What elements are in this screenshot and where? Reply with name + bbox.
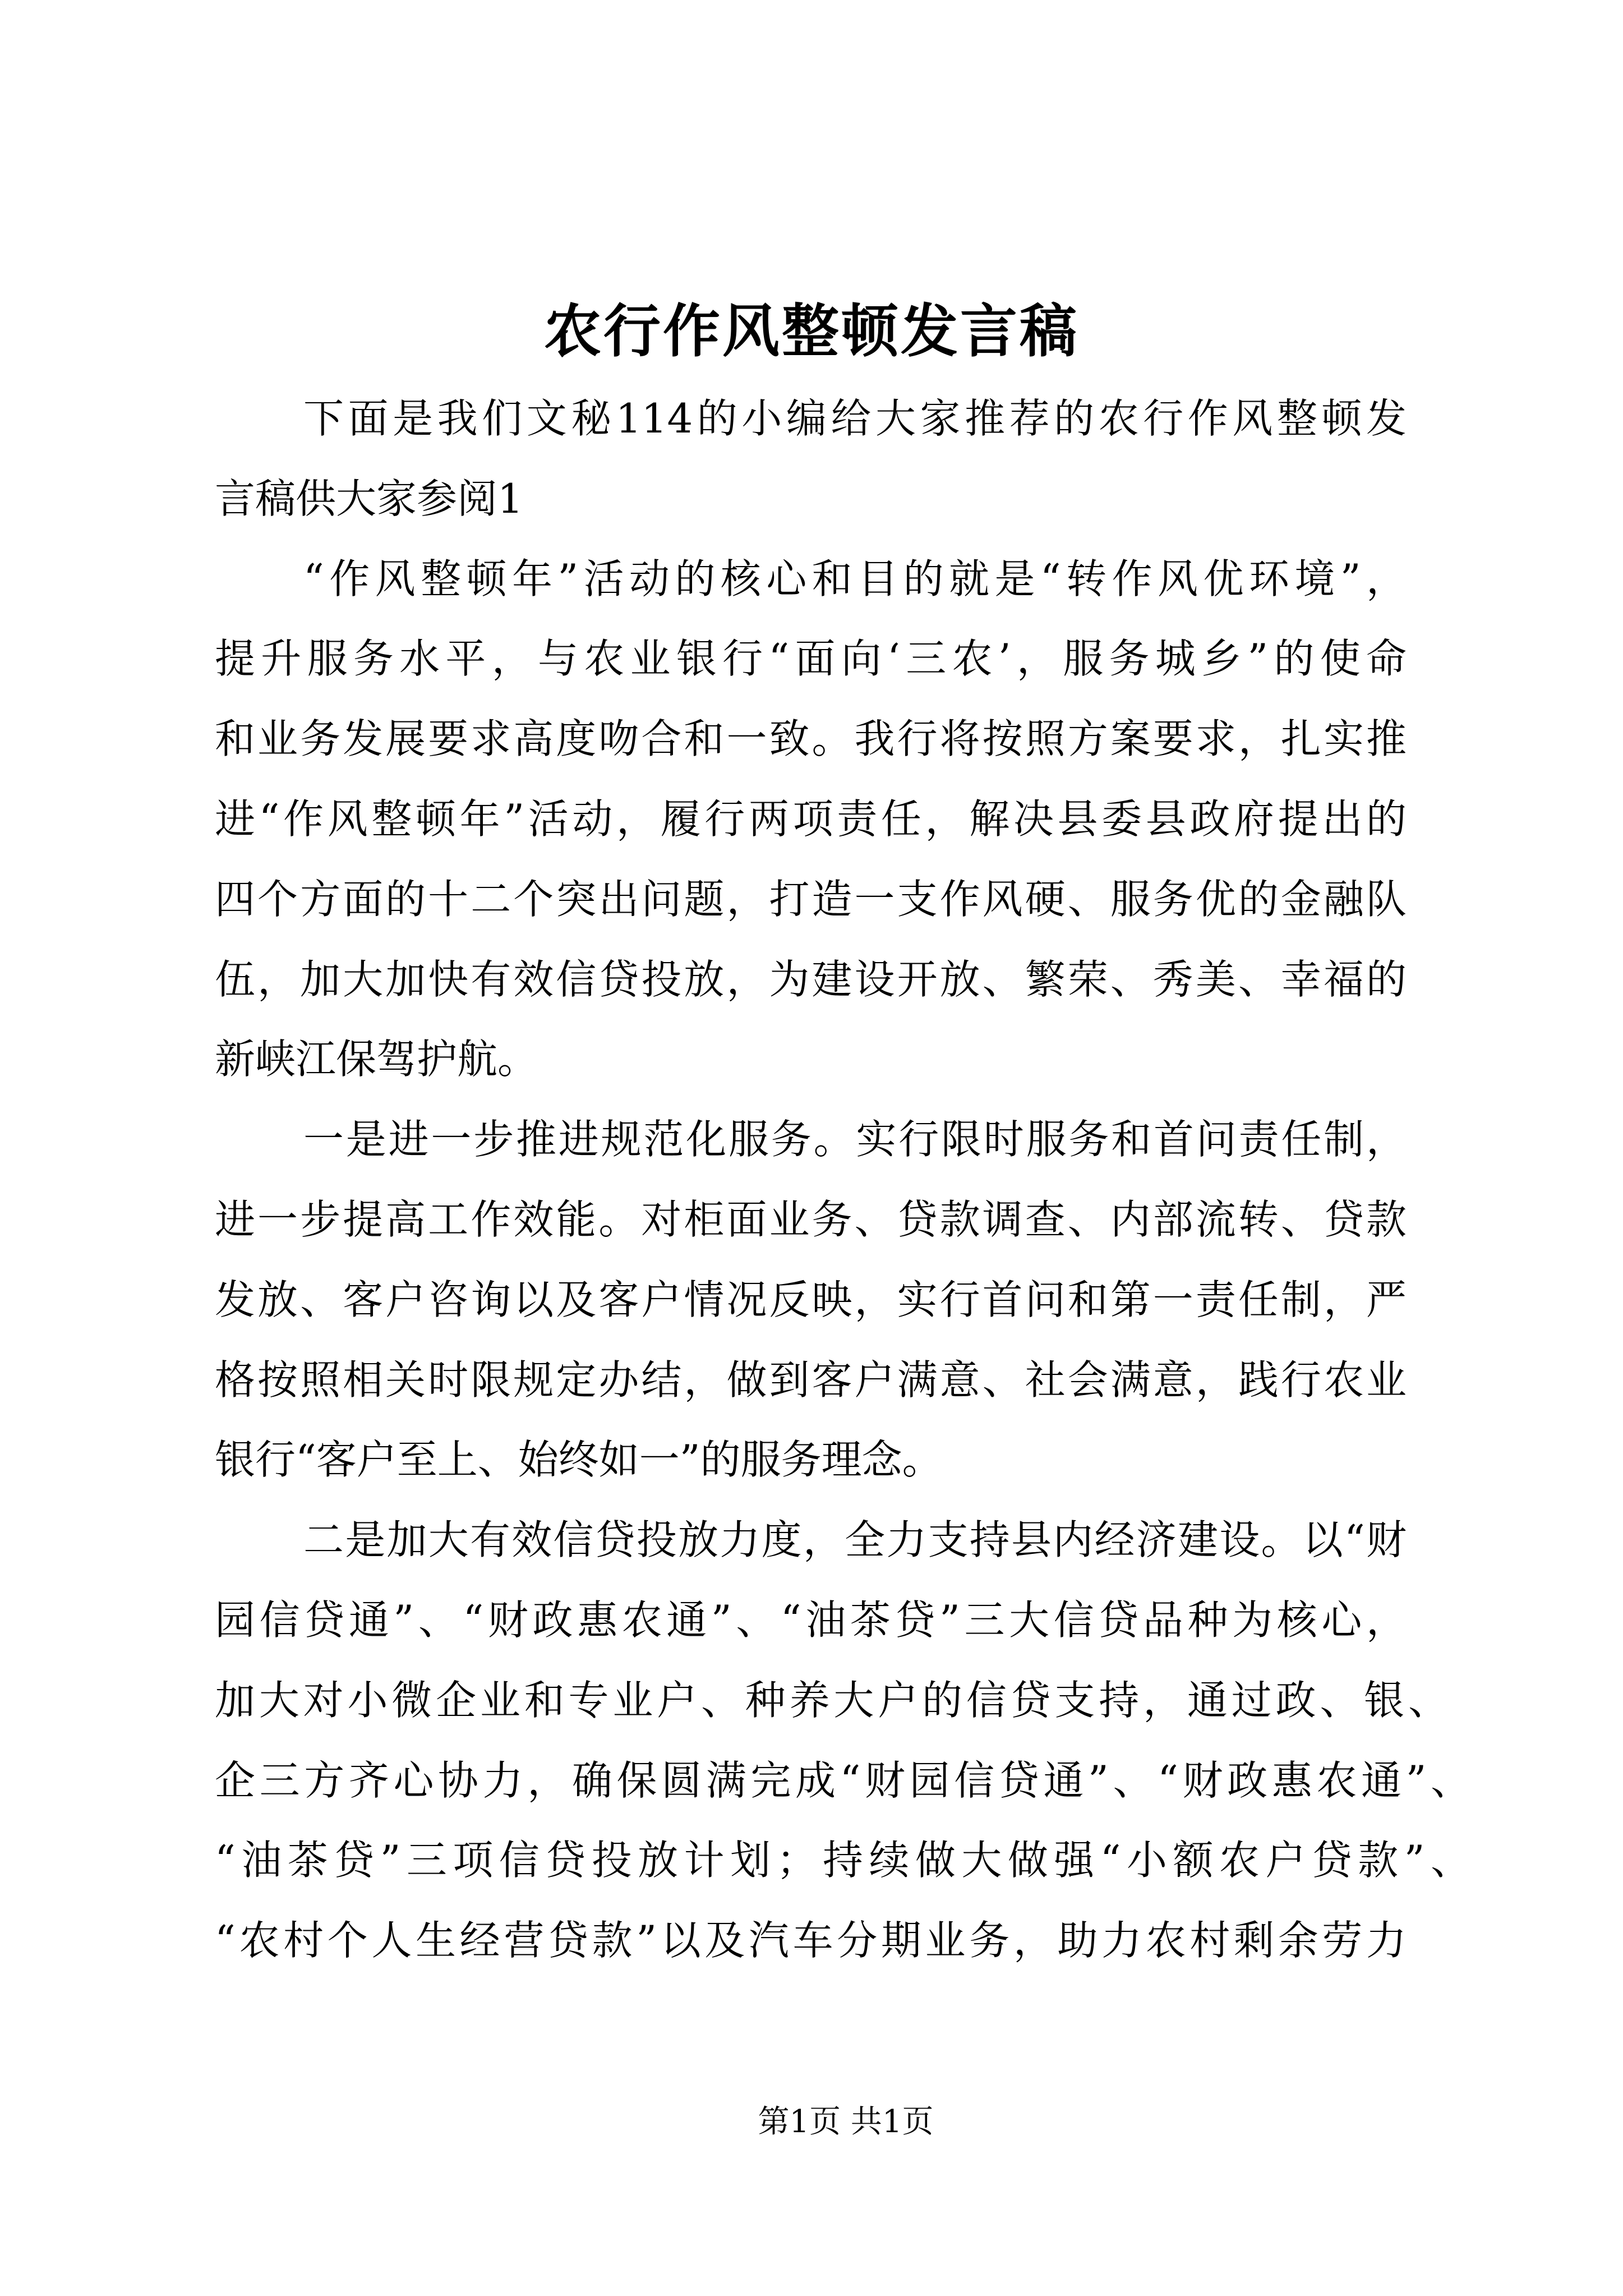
paragraph-line: 格按照相关时限规定办结，做到客户满意、社会满意，践行农业: [215, 1356, 1407, 1404]
paragraph-line: 进“作风整顿年”活动，履行两项责任，解决县委县政府提出的: [215, 795, 1407, 843]
paragraph-line: 发放、客户咨询以及客户情况反映，实行首问和第一责任制，严: [215, 1276, 1407, 1323]
paragraph-line: 企三方齐心协力，确保圆满完成“财园信贷通”、“财政惠农通”、: [215, 1756, 1471, 1804]
paragraph-line: 二是加大有效信贷投放力度，全力支持县内经济建设。以“财: [303, 1516, 1407, 1564]
paragraph-line: 一是进一步推进规范化服务。实行限时服务和首问责任制，: [303, 1116, 1407, 1163]
paragraph-line: “农村个人生经营贷款”以及汽车分期业务，助力农村剩余劳力: [215, 1917, 1407, 1964]
paragraph-line: 和业务发展要求高度吻合和一致。我行将按照方案要求，扎实推: [215, 715, 1407, 763]
paragraph-line: 四个方面的十二个突出问题，打造一支作风硬、服务优的金融队: [215, 875, 1407, 923]
paragraph-line: 下面是我们文秘114的小编给大家推荐的农行作风整顿发: [303, 395, 1407, 442]
paragraph-line: 提升服务水平，与农业银行“面向‘三农’，服务城乡”的使命: [215, 635, 1407, 683]
paragraph-line: 加大对小微企业和专业户、种养大户的信贷支持，通过政、银、: [215, 1676, 1449, 1724]
document-body: [215, 379, 1505, 1981]
paragraph-line: “作风整顿年”活动的核心和目的就是“转作风优环境”，: [303, 555, 1407, 602]
paragraph-point-two: [215, 1500, 1505, 1981]
paragraph-line: 新峡江保驾护航。: [215, 1036, 538, 1083]
paragraph-point-one: [215, 1099, 1505, 1500]
paragraph-overview: [215, 539, 1505, 1100]
paragraph-line: 伍，加大加快有效信贷投放，为建设开放、繁荣、秀美、幸福的: [215, 955, 1407, 1003]
paragraph-line: 银行“客户至上、始终如一”的服务理念。: [215, 1436, 943, 1484]
paragraph-intro: [215, 379, 1505, 539]
paragraph-line: 进一步提高工作效能。对柜面业务、贷款调查、内部流转、贷款: [215, 1195, 1407, 1243]
paragraph-line: “油茶贷”三项信贷投放计划；持续做大做强“小额农户贷款”、: [215, 1837, 1471, 1884]
paragraph-line: 言稿供大家参阅1: [215, 475, 523, 522]
page-footer: 第1页 共1页: [758, 2104, 934, 2140]
paragraph-line: 园信贷通”、“财政惠农通”、“油茶贷”三大信贷品种为核心，: [215, 1596, 1407, 1644]
document-title: 农行作风整顿发言稿: [544, 298, 1079, 365]
